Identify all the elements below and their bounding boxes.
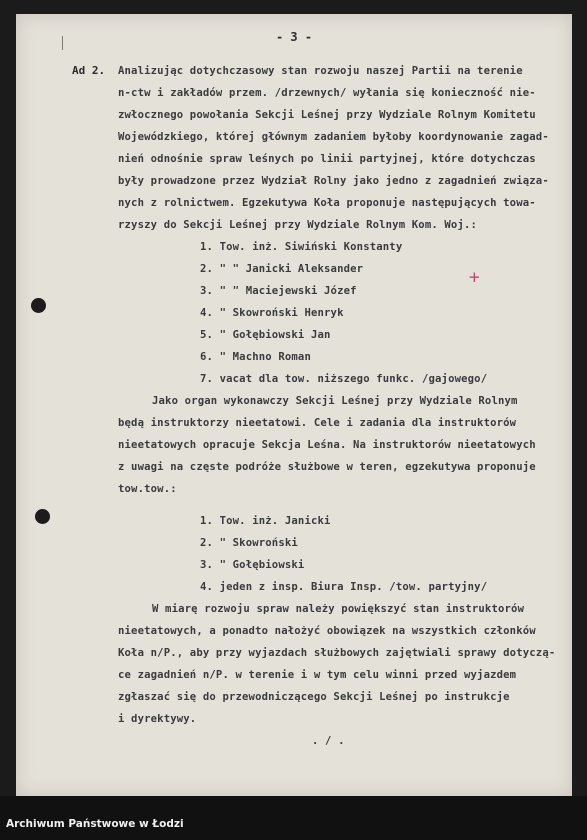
text-line: tow.tow.: — [118, 483, 177, 495]
text-line: ce zagadnień n/P. w terenie i w tym celu winni przed wyjazdem — [118, 669, 517, 681]
archive-name: Archiwum Państwowe w Łodzi — [6, 818, 184, 830]
list-item: 1. Tow. inż. Janicki — [200, 515, 331, 527]
punch-hole — [31, 298, 46, 313]
list-item: 5. " Gołębiowski Jan — [200, 329, 331, 341]
section-ref: Ad 2. — [72, 64, 106, 77]
list-item: 2. " " Janicki Aleksander — [200, 263, 364, 275]
text-line: Jako organ wykonawczy Sekcji Leśnej przy Wydziale Rolnym — [152, 395, 518, 407]
text-line: Wojewódzkiego, której głównym zadaniem byłoby koordynowanie zagad- — [118, 131, 549, 143]
text-line: Analizując dotychczasowy stan rozwoju naszej Partii na terenie — [118, 65, 523, 77]
list-item: 6. " Machno Roman — [200, 351, 311, 363]
text-line: i dyrektywy. — [118, 713, 197, 725]
list-item: 4. " Skowroński Henryk — [200, 307, 344, 319]
text-line: nieetatowych opracuje Sekcja Leśna. Na instruktorów nieetatowych — [118, 439, 536, 451]
text-line: zgłaszać się do przewodniczącego Sekcji Leśnej po instrukcje — [118, 691, 510, 703]
punch-hole — [35, 509, 50, 524]
text-line: n-ctw i zakładów przem. /drzewnych/ wyłania się konieczność nie- — [118, 87, 536, 99]
closing-mark: . / . — [312, 735, 345, 747]
text-line: z uwagi na częste podróże służbowe w teren, egzekutywa proponuje — [118, 461, 536, 473]
red-cross-mark: + — [468, 268, 481, 286]
text-line: nieetatowych, a ponadto nałożyć obowiązek na wszystkich członków — [118, 625, 536, 637]
text-line: nych z rolnictwem. Egzekutywa Koła proponuje następujących towa- — [118, 197, 536, 209]
text-line: Koła n/P., aby przy wyjazdach służbowych zajętwiali sprawy dotyczą- — [118, 647, 556, 659]
text-line: nień odnośnie spraw leśnych po linii partyjnej, które dotychczas — [118, 153, 536, 165]
list-item: 2. " Skowroński — [200, 537, 298, 549]
document-page — [16, 14, 572, 796]
list-item: 4. jeden z insp. Biura Insp. /tow. partyjny/ — [200, 581, 488, 593]
list-item: 7. vacat dla tow. niższego funkc. /gajowego/ — [200, 373, 488, 385]
text-line: W miarę rozwoju spraw należy powiększyć stan instruktorów — [152, 603, 525, 615]
text-line: będą instruktorzy nieetatowi. Cele i zadania dla instruktorów — [118, 417, 517, 429]
list-item: 3. " " Maciejewski Józef — [200, 285, 357, 297]
text-line: były prowadzone przez Wydział Rolny jako jedno z zagadnień związa- — [118, 175, 549, 187]
text-line: rzyszy do Sekcji Leśnej przy Wydziale Rolnym Kom. Woj.: — [118, 219, 478, 231]
list-item: 1. Tow. inż. Siwiński Konstanty — [200, 241, 403, 253]
page-number: - 3 - — [275, 30, 313, 44]
text-line: zwłocznego powołania Sekcji Leśnej przy Wydziale Rolnym Komitetu — [118, 109, 536, 121]
list-item: 3. " Gołębiowski — [200, 559, 305, 571]
